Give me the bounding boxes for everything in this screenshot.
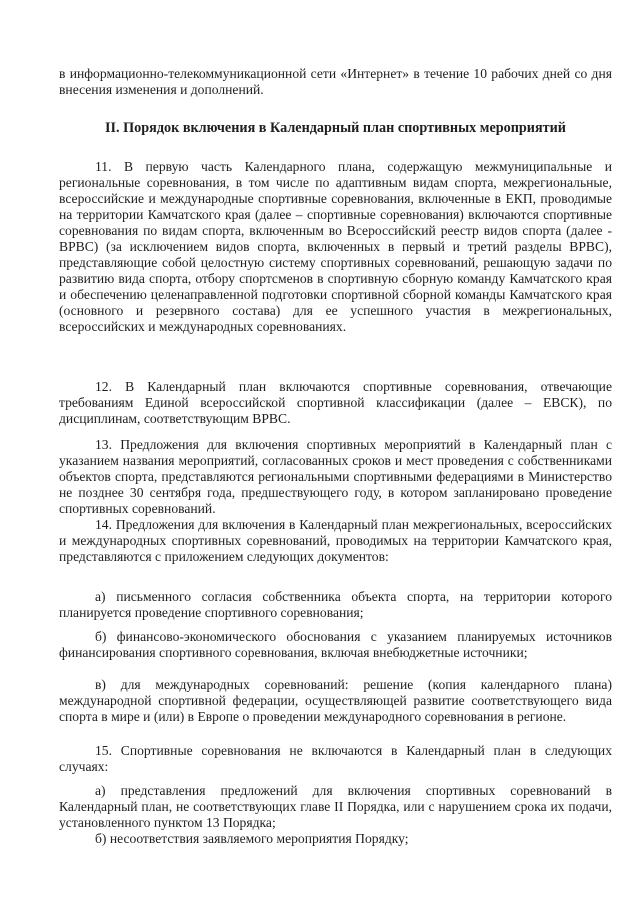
paragraph-14-a: а) письменного согласия собственника объекта спорта, на территории которого планируется проведение спортивного соревнования; [59, 589, 612, 620]
paragraph-14-c: в) для международных соревнований: решение (копия календарного плана) международной спортивной федерации, осуществляющей развитие соответствующего вида спорта в мире и (или) в Европе о проведении международного соревнования в регионе. [59, 677, 612, 724]
paragraph-14: 14. Предложения для включения в Календарный план межрегиональных, всероссийских и международных спортивных соревнований, проводимых на территории Камчатского края, представляются с приложением следующих документов: [59, 517, 612, 564]
section-heading: II. Порядок включения в Календарный план спортивных мероприятий [105, 120, 566, 136]
paragraph-15-b: б) несоответствия заявляемого мероприятия Порядку; [95, 831, 409, 846]
paragraph-15: 15. Спортивные соревнования не включаются в Календарный план в следующих случаях: [59, 743, 612, 774]
intro-paragraph: в информационно-телекоммуникационной сети «Интернет» в течение 10 рабочих дней со дня внесения изменения и дополнений. [59, 66, 612, 97]
paragraph-13: 13. Предложения для включения спортивных мероприятий в Календарный план с указанием названия мероприятий, согласованных сроков и мест проведения с собственниками объектов спорта, представляются региональными спортивными федерациями в Министерство не позднее 30 сентября года, предшествующего году, в котором запланировано проведение спортивных соревнований. [59, 437, 612, 516]
paragraph-11: 11. В первую часть Календарного плана, содержащую межмуниципальные и региональные соревнования, в том числе по адаптивным видам спорта, межрегиональные, всероссийские и международные спортивные соревнования, включенные в ЕКП, проводимые на территории Камчатского края (далее – спортивные соревнования) включаются спортивные соревнования по видам спорта, включенным во Всероссийский реестр видов спорта (далее - ВРВС) (за исключением видов спорта, включенных в первый и третий разделы ВРВС), представляющие собой целостную систему спортивных соревнований, решающую задачи по развитию вида спорта, отбору спортсменов в спортивную сборную команду Камчатского края и обеспечению целенаправленной подготовки спортивной сборной команды Камчатского края (основного и резервного состава) для ее успешного участия в межрегиональных, всероссийских и международных соревнованиях. [59, 159, 612, 334]
paragraph-12: 12. В Календарный план включаются спортивные соревнования, отвечающие требованиям Единой всероссийской спортивной классификации (далее – ЕВСК), по дисциплинам, соответствующим ВРВС. [59, 379, 612, 426]
paragraph-14-b: б) финансово-экономического обоснования с указанием планируемых источников финансирования спортивного соревнования, включая внебюджетные источники; [59, 629, 612, 660]
paragraph-15-a: а) представления предложений для включения спортивных соревнований в Календарный план, не соответствующих главе II Порядка, или с нарушением срока их подачи, установленного пунктом 13 Порядка; [59, 783, 612, 830]
